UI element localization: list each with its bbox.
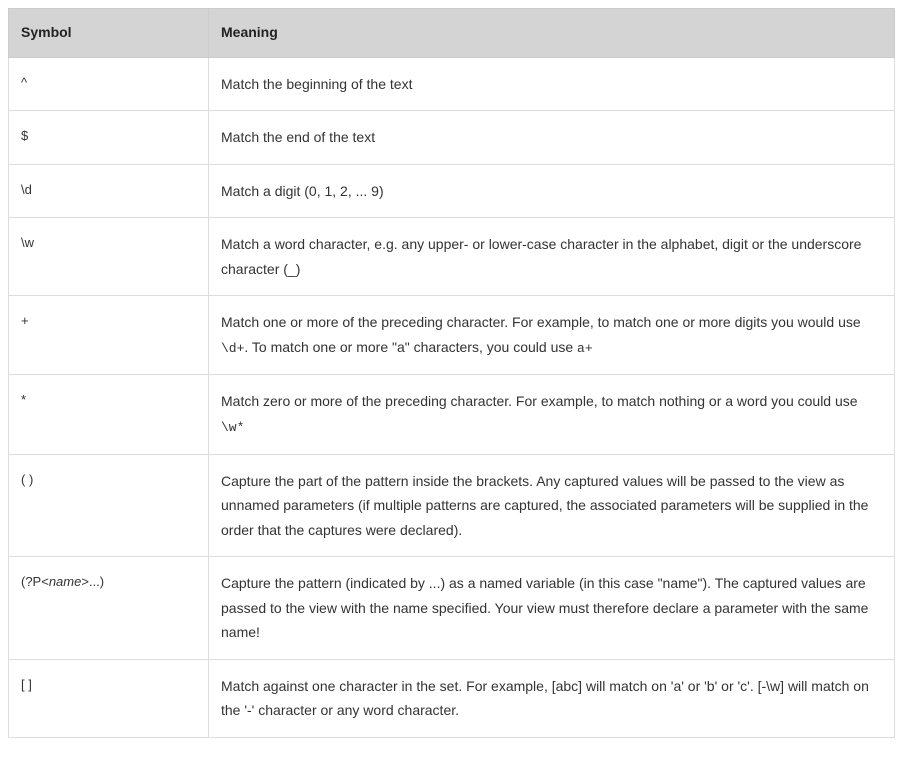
- symbol-text-part: (?P<: [21, 574, 49, 590]
- cell-meaning: [209, 296, 895, 375]
- symbol-param-name: name: [48, 574, 82, 590]
- cell-meaning: Match the beginning of the text: [209, 57, 895, 111]
- table-row: [9, 659, 895, 737]
- cell-symbol: \d: [9, 164, 209, 218]
- cell-symbol: ( ): [9, 454, 209, 557]
- table-row: [9, 375, 895, 454]
- table-row: [9, 218, 895, 296]
- inline-code: a+: [577, 340, 593, 356]
- cell-symbol: *: [9, 375, 209, 454]
- cell-meaning: Match against one character in the set. For example, [abc] will match on 'a' or 'b' or 'c'. [-\w] will match on the '-' character or any word character.: [209, 659, 895, 737]
- inline-code: \d+: [221, 340, 245, 356]
- table-row: [9, 111, 895, 165]
- inline-code: \w*: [221, 419, 245, 435]
- regex-symbol-table: [8, 8, 895, 738]
- cell-symbol: +: [9, 296, 209, 375]
- cell-symbol: \w: [9, 218, 209, 296]
- cell-symbol: $: [9, 111, 209, 165]
- table-body: [9, 57, 895, 737]
- cell-symbol: [ ]: [9, 659, 209, 737]
- table-row: [9, 57, 895, 111]
- cell-symbol: [9, 557, 209, 660]
- cell-meaning: Match the end of the text: [209, 111, 895, 165]
- table-header: [9, 9, 895, 58]
- table-row: [9, 454, 895, 557]
- table-row: [9, 557, 895, 660]
- cell-meaning: Capture the pattern (indicated by ...) as a named variable (in this case "name"). The captured values are passed to the view with the name specified. Your view must therefore declare a parameter with the same name!: [209, 557, 895, 660]
- cell-meaning: Match a digit (0, 1, 2, ... 9): [209, 164, 895, 218]
- cell-meaning: [209, 375, 895, 454]
- cell-meaning: Match a word character, e.g. any upper- or lower-case character in the alphabet, digit or the underscore character (_): [209, 218, 895, 296]
- meaning-text-part: Match one or more of the preceding character. For example, to match one or more digits you would use: [221, 314, 861, 331]
- meaning-text-part: . To match one or more "a" characters, you could use: [244, 338, 578, 355]
- table-row: [9, 164, 895, 218]
- cell-symbol: ^: [9, 57, 209, 111]
- table-header-row: [9, 9, 895, 58]
- symbol-text-part: >...): [81, 574, 105, 590]
- cell-meaning: Capture the part of the pattern inside the brackets. Any captured values will be passed to the view as unnamed parameters (if multiple patterns are captured, the associated parameters will be supplied in the order that the captures were declared).: [209, 454, 895, 557]
- column-header-symbol: Symbol: [9, 9, 209, 58]
- table-row: [9, 296, 895, 375]
- column-header-meaning: Meaning: [209, 9, 895, 58]
- meaning-text-part: Match zero or more of the preceding character. For example, to match nothing or a word you could use: [221, 393, 858, 410]
